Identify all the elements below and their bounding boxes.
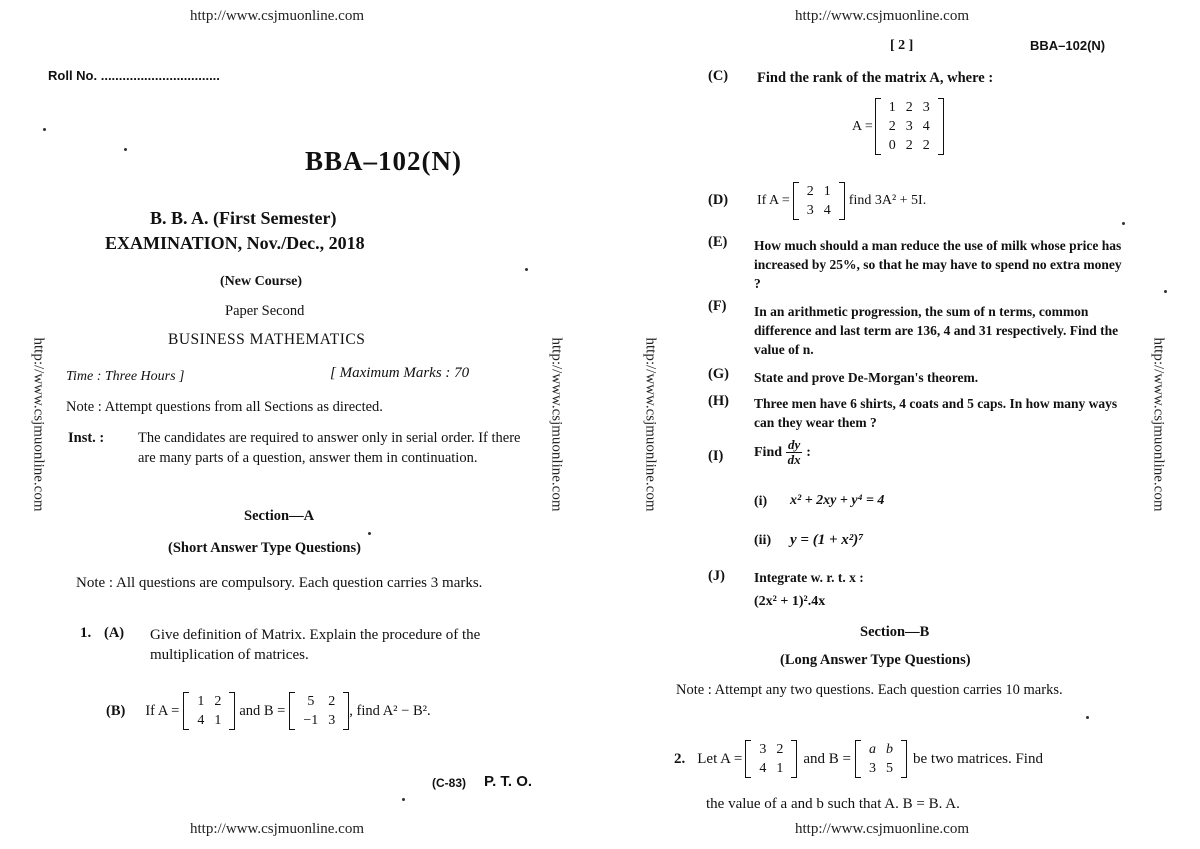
matrix-cell: 1: [888, 100, 896, 115]
qc-eq: [852, 98, 944, 155]
matrix-body: [754, 740, 788, 778]
exam-title: EXAMINATION, Nov./Dec., 2018: [105, 233, 365, 253]
matrix-left-bracket: [855, 740, 861, 778]
inst-label: Inst. :: [68, 430, 105, 446]
matrix-cell: −1: [303, 713, 319, 728]
footer-url-right: http://www.csjmuonline.com: [795, 821, 970, 837]
section-a-note: Note : All questions are compulsory. Each question carries 3 marks.: [76, 575, 483, 591]
matrix-cell: 2: [888, 119, 896, 134]
qi-row: [754, 438, 811, 467]
matrix-body: [864, 740, 898, 778]
qc-text: Find the rank of the matrix A, where :: [757, 70, 994, 86]
matrix-cell: 3: [905, 119, 913, 134]
q2-and: and B =: [803, 750, 851, 767]
matrix-cell: 4: [759, 761, 767, 776]
qf-label: (F): [708, 298, 727, 314]
matrix-a-q2: [745, 740, 797, 778]
matrix-cell: 2: [776, 742, 784, 757]
matrix-body: [192, 692, 226, 730]
matrix-cell: a: [869, 742, 876, 757]
qj-expr: (2x² + 1)².4x: [754, 594, 826, 609]
matrix-left-bracket: [875, 98, 881, 155]
qe-label: (E): [708, 234, 728, 250]
qj-label: (J): [708, 568, 725, 584]
matrix-right-bracket: [938, 98, 944, 155]
short-answer-heading: (Short Answer Type Questions): [168, 540, 361, 556]
scan-speck: [1122, 222, 1125, 225]
qi-colon: :: [806, 444, 811, 460]
qh-text: Three men have 6 shirts, 4 coats and 5 caps. In how many ways can they wear them ?: [754, 396, 1118, 430]
qi-i-expr: x² + 2xy + y⁴ = 4: [790, 493, 885, 508]
scan-speck: [124, 148, 127, 151]
course-title: B. B. A. (First Semester): [150, 208, 337, 228]
header-url-right: http://www.csjmuonline.com: [795, 8, 970, 24]
matrix-cell: 3: [922, 100, 930, 115]
matrix-cell: 2: [328, 694, 336, 709]
qc-a-label: A =: [852, 118, 873, 134]
q1b-and: and B =: [239, 702, 286, 719]
subject-title: BUSINESS MATHEMATICS: [168, 331, 366, 348]
matrix-cell: 2: [806, 184, 814, 199]
matrix-cell: 4: [922, 119, 930, 134]
qi-ii-label: (ii): [754, 533, 772, 548]
matrix-body: [298, 692, 340, 730]
scan-speck: [1164, 290, 1167, 293]
matrix-cell: 2: [905, 138, 913, 153]
qi-numerator: dy: [788, 437, 801, 452]
matrix-cell: 2: [922, 138, 930, 153]
scan-speck: [43, 128, 46, 131]
long-answer-heading: (Long Answer Type Questions): [780, 652, 971, 668]
q2-tail: be two matrices. Find: [913, 750, 1043, 767]
time-allowed: Time : Three Hours ]: [66, 369, 185, 384]
scan-speck: [1086, 716, 1089, 719]
matrix-cell: 3: [869, 761, 876, 776]
matrix-cell: b: [886, 742, 893, 757]
matrix-cell: 3: [759, 742, 767, 757]
matrix-cell: 1: [776, 761, 784, 776]
matrix-left-bracket: [793, 182, 799, 220]
q1b-label: (B): [106, 702, 126, 719]
matrix-cell: 1: [197, 694, 205, 709]
qi-ii-expr: y = (1 + x²)⁷: [790, 532, 864, 548]
side-url-right-inner: http://www.csjmuonline.com: [642, 337, 659, 512]
max-marks: [ Maximum Marks : 70: [330, 365, 470, 381]
inst-text: The candidates are required to answer only in serial order. If there are many parts of a question, answer them in continuation.: [138, 430, 521, 466]
qg-label: (G): [708, 366, 729, 382]
matrix-body: [802, 182, 836, 220]
matrix-right-bracket: [229, 692, 235, 730]
qi-find: Find: [754, 444, 783, 460]
matrix-cell: 4: [823, 203, 831, 218]
matrix-body: [884, 98, 935, 155]
matrix-cell: 1: [214, 713, 222, 728]
qd-if: If A =: [757, 193, 790, 208]
qh-label: (H): [708, 393, 729, 409]
q1a-label: (A): [104, 625, 125, 641]
side-url-right-outer: http://www.csjmuonline.com: [1150, 337, 1167, 512]
paper-code-right: BBA–102(N): [1030, 38, 1106, 53]
qd-row: [757, 182, 926, 220]
matrix-a-qc: [875, 98, 944, 155]
paper-number: Paper Second: [225, 303, 305, 319]
q2-let: Let A =: [697, 750, 743, 767]
matrix-left-bracket: [289, 692, 295, 730]
matrix-b-q2: [855, 740, 907, 778]
q2-number: 2.: [674, 750, 686, 767]
qd-find: find 3A² + 5I.: [848, 193, 927, 208]
matrix-right-bracket: [901, 740, 907, 778]
footer-url-left: http://www.csjmuonline.com: [190, 821, 365, 837]
section-a-heading: Section—A: [244, 508, 315, 524]
q1b-if: If A =: [145, 702, 180, 719]
section-b-note: Note : Attempt any two questions. Each question carries 10 marks.: [676, 682, 1063, 698]
qi-label: (I): [708, 448, 724, 464]
q1a-text: Give definition of Matrix. Explain the procedure of the multiplication of matrices.: [150, 627, 481, 663]
side-url-left-inner: http://www.csjmuonline.com: [548, 337, 565, 512]
scan-speck: [525, 268, 528, 271]
section-b-heading: Section—B: [860, 624, 930, 640]
qd-label: (D): [708, 192, 729, 208]
q2-row: [674, 740, 1043, 778]
paper-code-title: BBA–102(N): [305, 146, 462, 176]
derivative-fraction: [786, 438, 802, 467]
q1-number: 1.: [80, 625, 92, 641]
matrix-cell: 5: [886, 761, 893, 776]
q1b-row: [106, 692, 431, 730]
qe-text: How much should a man reduce the use of milk whose price has increased by 25%, so that he may have to spend no extra money ?: [754, 238, 1122, 291]
qj-text: Integrate w. r. t. x :: [754, 570, 864, 585]
page-number: [ 2 ]: [890, 38, 914, 53]
qg-text: State and prove De-Morgan's theorem.: [754, 370, 979, 385]
matrix-right-bracket: [839, 182, 845, 220]
q2-line2: the value of a and b such that A. B = B. A.: [706, 796, 960, 812]
qi-denominator: dx: [787, 452, 801, 467]
footer-code: (C-83): [432, 776, 467, 790]
general-note: Note : Attempt questions from all Sections as directed.: [66, 399, 383, 415]
matrix-cell: 4: [197, 713, 205, 728]
scan-speck: [402, 798, 405, 801]
side-url-left-outer: http://www.csjmuonline.com: [30, 337, 47, 512]
matrix-left-bracket: [183, 692, 189, 730]
qc-label: (C): [708, 68, 729, 84]
scan-speck: [368, 532, 371, 535]
matrix-a-qd: [793, 182, 845, 220]
matrix-a-q1b: [183, 692, 235, 730]
matrix-cell: 5: [307, 694, 315, 709]
qi-i-label: (i): [754, 494, 768, 509]
new-course: (New Course): [220, 274, 303, 289]
roll-no: Roll No. .................................: [48, 68, 220, 83]
matrix-cell: 2: [905, 100, 913, 115]
matrix-left-bracket: [745, 740, 751, 778]
q1b-find: , find A² − B².: [349, 702, 431, 719]
matrix-cell: 2: [214, 694, 222, 709]
matrix-cell: 1: [823, 184, 831, 199]
matrix-b-q1b: [289, 692, 349, 730]
pto-label: P. T. O.: [484, 773, 533, 790]
matrix-cell: 3: [328, 713, 336, 728]
matrix-cell: 0: [888, 138, 896, 153]
header-url-left: http://www.csjmuonline.com: [190, 8, 365, 24]
matrix-cell: 3: [806, 203, 814, 218]
qf-text: In an arithmetic progression, the sum of n terms, common difference and last term are 136, 4 and 31 respectively. Find the value of n.: [754, 304, 1119, 357]
matrix-right-bracket: [791, 740, 797, 778]
